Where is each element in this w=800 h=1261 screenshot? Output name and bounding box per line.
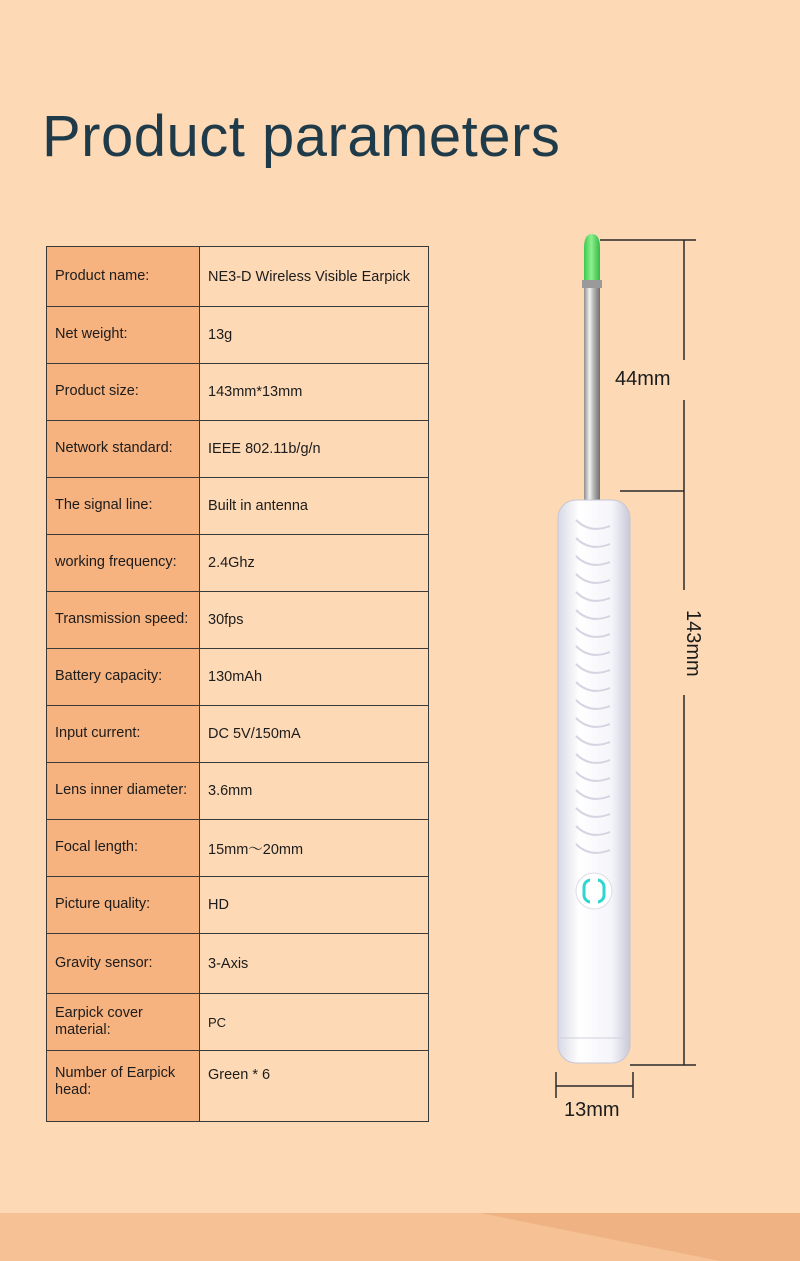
table-row [47, 1051, 429, 1122]
table-row [47, 877, 429, 934]
parameters-table [46, 246, 429, 1122]
param-value: 15mm～20mm [200, 820, 429, 877]
table-row [47, 307, 429, 364]
table-row [47, 820, 429, 877]
param-value: 130mAh [200, 649, 429, 706]
param-label: Network standard: [47, 421, 200, 478]
param-value: HD [200, 877, 429, 934]
table-row [47, 706, 429, 763]
param-value: DC 5V/150mA [200, 706, 429, 763]
total-length-label: 143mm [682, 610, 704, 677]
param-label: working frequency: [47, 535, 200, 592]
table-row [47, 649, 429, 706]
table-row [47, 478, 429, 535]
param-value: Built in antenna [200, 478, 429, 535]
param-label: Transmission speed: [47, 592, 200, 649]
param-label: Number of Earpick head: [47, 1051, 200, 1122]
param-value: 30fps [200, 592, 429, 649]
tip-length-label: 44mm [615, 368, 671, 390]
table-row [47, 247, 429, 307]
param-value: 3.6mm [200, 763, 429, 820]
page-title: Product parameters [42, 104, 561, 169]
param-label: Focal length: [47, 820, 200, 877]
bottom-decorative-band [0, 1213, 800, 1261]
tip-collar [582, 280, 602, 288]
table-row [47, 421, 429, 478]
param-label: Picture quality: [47, 877, 200, 934]
param-value: IEEE 802.11b/g/n [200, 421, 429, 478]
table-row [47, 763, 429, 820]
param-label: Lens inner diameter: [47, 763, 200, 820]
param-value: 3-Axis [200, 934, 429, 994]
table-row [47, 934, 429, 994]
param-label: Earpick cover material: [47, 994, 200, 1051]
metal-rod [584, 288, 600, 503]
param-value: 143mm*13mm [200, 364, 429, 421]
param-value: PC [200, 994, 429, 1051]
width-label: 13mm [564, 1099, 620, 1121]
power-button-icon [576, 873, 612, 909]
param-label: Product size: [47, 364, 200, 421]
param-label: Gravity sensor: [47, 934, 200, 994]
earpick-tip [584, 234, 600, 282]
table-row [47, 592, 429, 649]
param-value: 2.4Ghz [200, 535, 429, 592]
param-label: Battery capacity: [47, 649, 200, 706]
param-label: Product name: [47, 247, 200, 307]
table-row [47, 535, 429, 592]
param-value: 13g [200, 307, 429, 364]
param-value: NE3-D Wireless Visible Earpick [200, 247, 429, 307]
param-label: Net weight: [47, 307, 200, 364]
param-value: Green * 6 [200, 1051, 429, 1122]
table-row [47, 994, 429, 1051]
table-row [47, 364, 429, 421]
param-label: Input current: [47, 706, 200, 763]
param-label: The signal line: [47, 478, 200, 535]
